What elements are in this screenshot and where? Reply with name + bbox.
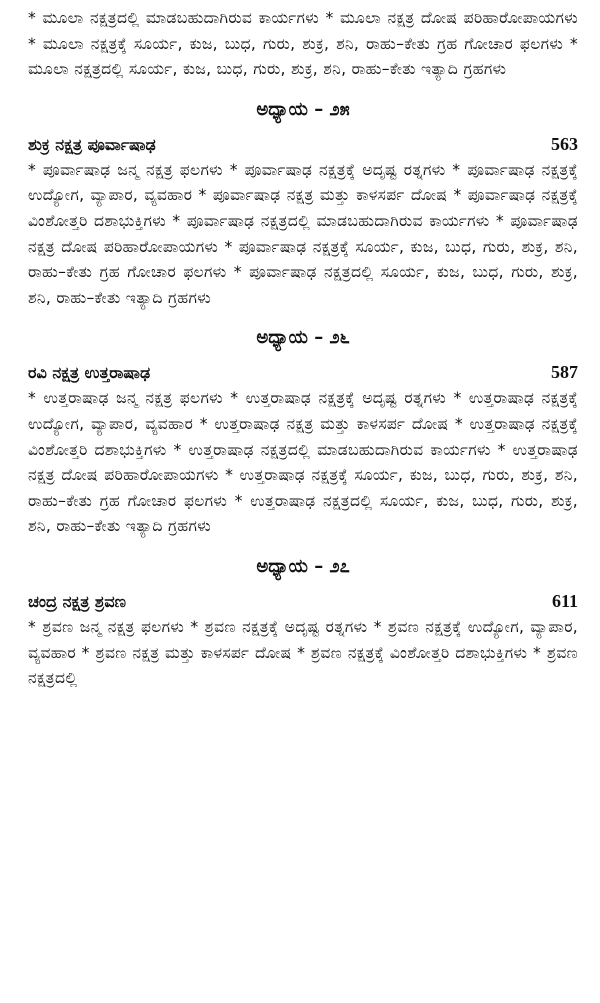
intro-paragraph: * ಮೂಲಾ ನಕ್ಷತ್ರದಲ್ಲಿ ಮಾಡಬಹುದಾಗಿರುವ ಕಾರ್ಯಗಳು * ಮೂಲಾ ನಕ್ಷತ್ರ ದೋಷ ಪರಿಹಾರೋಪಾಯಗಳು * ಮೂಲಾ ನಕ್ಷತ್ರಕ್ಕೆ ಸೂರ್ಯ, ಕುಜ, ಬುಧ, ಗುರು, ಶುಕ್ರ, ಶನಿ, ರಾಹು–ಕೇತು ಗ್ರಹ ಗೋಚಾರ ಫಲಗಳು * ಮೂಲಾ ನಕ್ಷತ್ರದಲ್ಲಿ ಸೂರ್ಯ, ಕುಜ, ಬುಧ, ಗುರು, ಶುಕ್ರ, ಶನಿ, ರಾಹು–ಕೇತು ಇತ್ಯಾದಿ ಗ್ರಹಗಳು (28, 9, 578, 79)
section-header (28, 131, 578, 158)
section-body: * ಶ್ರವಣ ಜನ್ಮ ನಕ್ಷತ್ರ ಫಲಗಳು * ಶ್ರವಣ ನಕ್ಷತ್ರಕ್ಕೆ ಅದೃಷ್ಟ ರತ್ನಗಳು * ಶ್ರವಣ ನಕ್ಷತ್ರಕ್ಕೆ ಉದ್ಯೋಗ, ವ್ಯಾಪಾರ, ವ್ಯವಹಾರ * ಶ್ರವಣ ನಕ್ಷತ್ರ ಮತ್ತು ಕಾಳಸರ್ಪ ದೋಷ * ಶ್ರವಣ ನಕ್ಷತ್ರಕ್ಕೆ ವಿಂಶೋತ್ತರಿ ದಶಾಭುಕ್ತಿಗಳು * ಶ್ರವಣ ನಕ್ಷತ್ರದಲ್ಲಿ (28, 617, 578, 688)
chapter-heading: ಅಧ್ಯಾಯ – ೨೫ (256, 98, 350, 120)
chapter-heading: ಅಧ್ಯಾಯ – ೨೬ (256, 327, 350, 349)
section-header (28, 588, 578, 615)
section-body: * ಪೂರ್ವಾಷಾಢ ಜನ್ಮ ನಕ್ಷತ್ರ ಫಲಗಳು * ಪೂರ್ವಾಷಾಢ ನಕ್ಷತ್ರಕ್ಕೆ ಅದೃಷ್ಟ ರತ್ನಗಳು * ಪೂರ್ವಾಷಾಢ ನಕ್ಷತ್ರಕ್ಕೆ ಉದ್ಯೋಗ, ವ್ಯಾಪಾರ, ವ್ಯವಹಾರ * ಪೂರ್ವಾಷಾಢ ನಕ್ಷತ್ರ ಮತ್ತು ಕಾಳಸರ್ಪ ದೋಷ * ಪೂರ್ವಾಷಾಢ ನಕ್ಷತ್ರಕ್ಕೆ ವಿಂಶೋತ್ತರಿ ದಶಾಭುಕ್ತಿಗಳು * ಪೂರ್ವಾಷಾಢ ನಕ್ಷತ್ರದಲ್ಲಿ ಮಾಡಬಹುದಾಗಿರುವ ಕಾರ್ಯಗಳು * ಪೂರ್ವಾಷಾಢ ನಕ್ಷತ್ರ ದೋಷ ಪರಿಹಾರೋಪಾಯಗಳು * ಪೂರ್ವಾಷಾಢ ನಕ್ಷತ್ರಕ್ಕೆ ಸೂರ್ಯ, ಕುಜ, ಬುಧ, ಗುರು, ಶುಕ್ರ, ಶನಿ, ರಾಹು–ಕೇತು ಗ್ರಹ ಗೋಚಾರ ಫಲಗಳು * ಪೂರ್ವಾಷಾಢ ನಕ್ಷತ್ರದಲ್ಲಿ ಸೂರ್ಯ, ಕುಜ, ಬುಧ, ಗುರು, ಶುಕ್ರ, ಶನಿ, ರಾಹು–ಕೇತು ಇತ್ಯಾದಿ ಗ್ರಹಗಳು (28, 160, 578, 307)
section-title[interactable]: ರವಿ ನಕ್ಷತ್ರ ಉತ್ತರಾಷಾಢ (28, 363, 151, 383)
section-page-number: 611 (551, 590, 578, 611)
section-title[interactable]: ಶುಕ್ರ ನಕ್ಷತ್ರ ಪೂರ್ವಾಷಾಢ (28, 134, 156, 154)
section-page-number: 587 (551, 362, 578, 383)
section-page-number: 563 (551, 133, 578, 154)
section-header (28, 359, 578, 386)
chapter-heading: ಅಧ್ಯಾಯ – ೨೭ (256, 555, 350, 577)
section-title[interactable]: ಚಂದ್ರ ನಕ್ಷತ್ರ ಶ್ರವಣ (28, 591, 126, 611)
section-body: * ಉತ್ತರಾಷಾಢ ಜನ್ಮ ನಕ್ಷತ್ರ ಫಲಗಳು * ಉತ್ತರಾಷಾಢ ನಕ್ಷತ್ರಕ್ಕೆ ಅದೃಷ್ಟ ರತ್ನಗಳು * ಉತ್ತರಾಷಾಢ ನಕ್ಷತ್ರಕ್ಕೆ ಉದ್ಯೋಗ, ವ್ಯಾಪಾರ, ವ್ಯವಹಾರ * ಉತ್ತರಾಷಾಢ ನಕ್ಷತ್ರ ಮತ್ತು ಕಾಳಸರ್ಪ ದೋಷ * ಉತ್ತರಾಷಾಢ ನಕ್ಷತ್ರಕ್ಕೆ ವಿಂಶೋತ್ತರಿ ದಶಾಭುಕ್ತಿಗಳು * ಉತ್ತರಾಷಾಢ ನಕ್ಷತ್ರದಲ್ಲಿ ಮಾಡಬಹುದಾಗಿರುವ ಕಾರ್ಯಗಳು * ಉತ್ತರಾಷಾಢ ನಕ್ಷತ್ರ ದೋಷ ಪರಿಹಾರೋಪಾಯಗಳು * ಉತ್ತರಾಷಾಢ ನಕ್ಷತ್ರಕ್ಕೆ ಸೂರ್ಯ, ಕುಜ, ಬುಧ, ಗುರು, ಶುಕ್ರ, ಶನಿ, ರಾಹು–ಕೇತು ಗ್ರಹ ಗೋಚಾರ ಫಲಗಳು * ಉತ್ತರಾಷಾಢ ನಕ್ಷತ್ರದಲ್ಲಿ ಸೂರ್ಯ, ಕುಜ, ಬುಧ, ಗುರು, ಶುಕ್ರ, ಶನಿ, ರಾಹು–ಕೇತು ಇತ್ಯಾದಿ ಗ್ರಹಗಳು (28, 389, 578, 536)
